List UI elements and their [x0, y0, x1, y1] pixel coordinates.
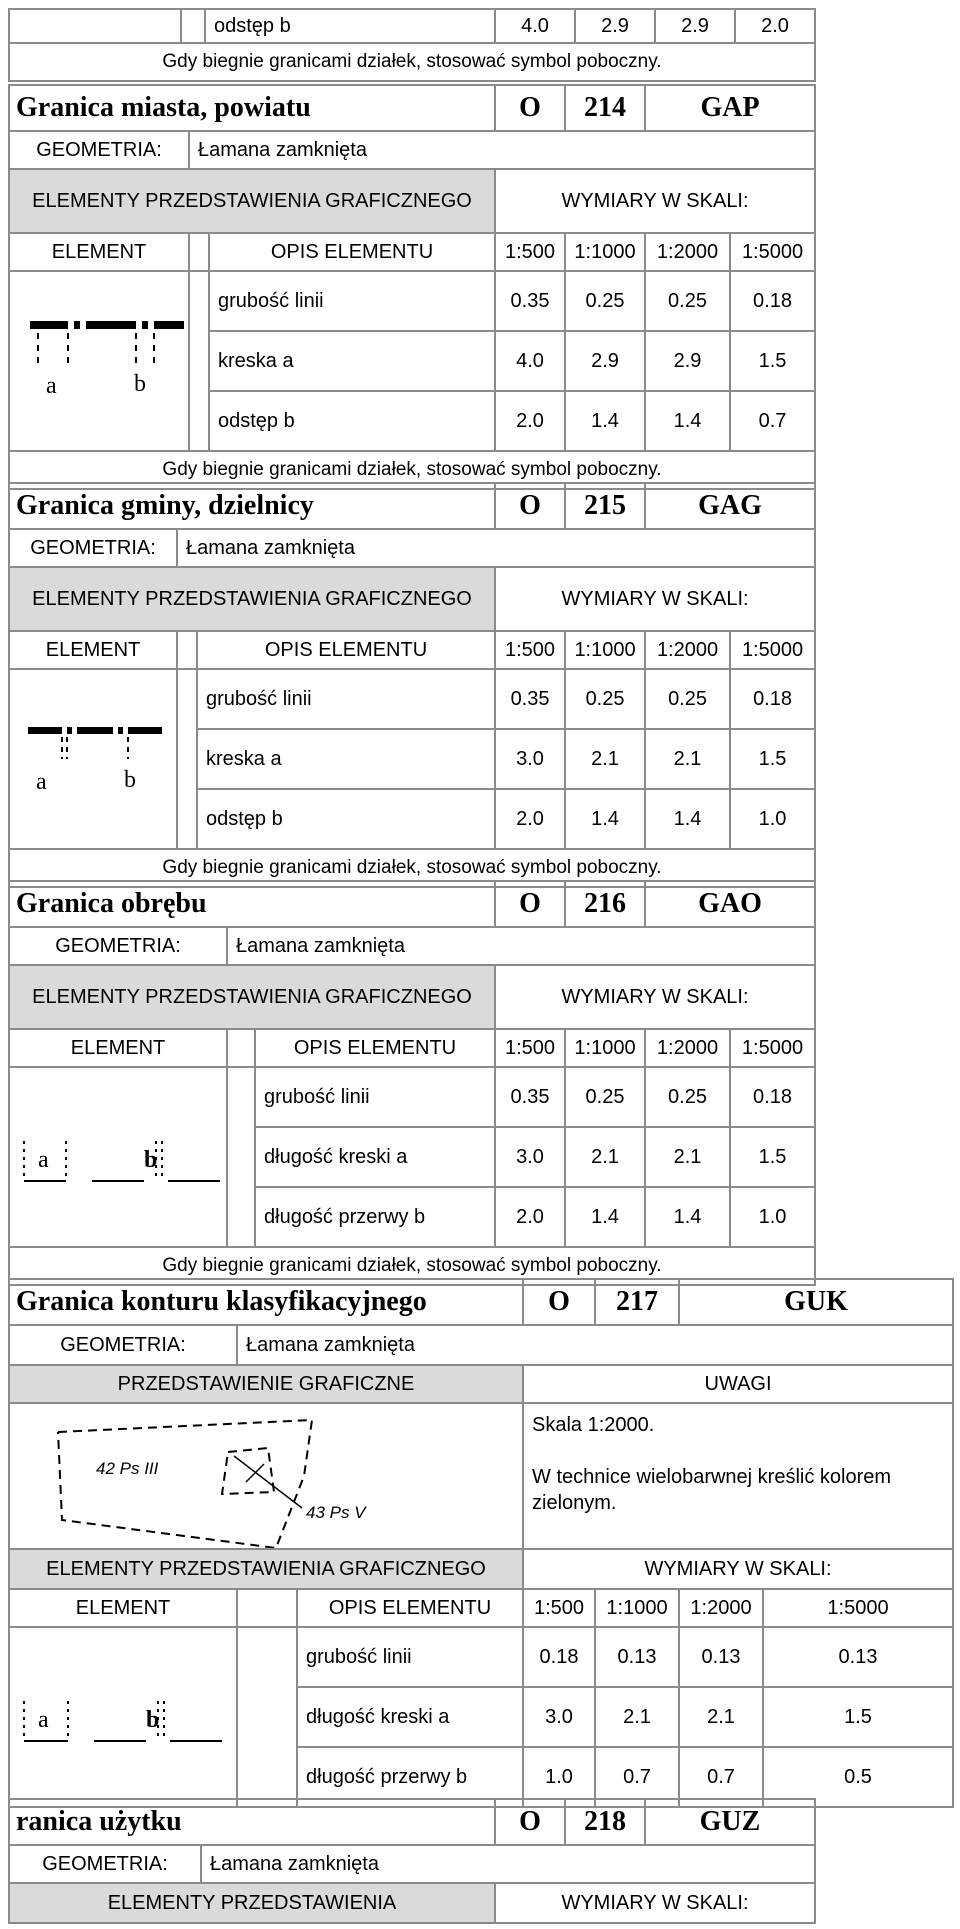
row-label: długość przerwy b	[297, 1747, 523, 1807]
value-cell: 1.4	[645, 1187, 730, 1247]
remark-scale: Skala 1:2000.	[532, 1414, 655, 1436]
value-cell: 2.9	[575, 9, 655, 43]
value-cell: 2.1	[645, 1127, 730, 1187]
symbol-abbr: GAO	[645, 881, 815, 927]
value-cell: 2.0	[495, 789, 565, 849]
symbol-code: 218	[565, 1799, 645, 1845]
value-cell: 4.0	[495, 9, 575, 43]
contour-label-43: 43 Ps V	[306, 1503, 366, 1522]
value-cell: 0.7	[595, 1747, 679, 1807]
symbol-letter-b: b	[144, 1147, 158, 1173]
value-cell: 0.25	[565, 1067, 645, 1127]
value-cell: 2.1	[595, 1687, 679, 1747]
symbol-code: 214	[565, 85, 645, 131]
elements-header: ELEMENTY PRZEDSTAWIENIA GRAFICZNEGO	[9, 1549, 523, 1589]
col-desc: OPIS ELEMENTU	[297, 1589, 523, 1627]
remarks-header: UWAGI	[523, 1365, 953, 1403]
section-title: Granica gminy, dzielnicy	[9, 483, 495, 529]
row-label: odstęp b	[205, 9, 495, 43]
geometry-label: GEOMETRIA:	[9, 927, 227, 965]
geometry-value: Łamana zamknięta	[201, 1845, 815, 1883]
row-label: kreska a	[197, 729, 495, 789]
value-cell: 1.5	[730, 331, 815, 391]
section-title: Granica konturu klasyfikacyjnego	[9, 1279, 523, 1325]
line-symbol-cell	[9, 1627, 237, 1807]
geometry-type: O	[495, 85, 565, 131]
col-scale: 1:5000	[730, 631, 815, 669]
value-cell: 0.35	[495, 1067, 565, 1127]
section-title: Granica miasta, powiatu	[9, 85, 495, 131]
row-label: grubość linii	[197, 669, 495, 729]
value-cell: 2.0	[495, 1187, 565, 1247]
col-scale: 1:1000	[595, 1589, 679, 1627]
value-cell: 1.4	[565, 1187, 645, 1247]
col-desc: OPIS ELEMENTU	[209, 233, 495, 271]
col-scale: 1:5000	[763, 1589, 953, 1627]
col-desc: OPIS ELEMENTU	[197, 631, 495, 669]
graphic-header: PRZEDSTAWIENIE GRAFICZNE	[9, 1365, 523, 1403]
geometry-label: GEOMETRIA:	[9, 529, 177, 567]
value-cell: 1.5	[763, 1687, 953, 1747]
dashed-line-symbol	[10, 1637, 234, 1797]
col-scale: 1:1000	[565, 1029, 645, 1067]
col-scale: 1:500	[495, 233, 565, 271]
value-cell: 1.0	[730, 789, 815, 849]
elements-header: ELEMENTY PRZEDSTAWIENIA	[9, 1883, 495, 1923]
value-cell: 2.0	[735, 9, 815, 43]
section-216	[8, 880, 816, 1286]
col-scale: 1:2000	[645, 631, 730, 669]
geometry-type: O	[495, 881, 565, 927]
symbol-letter-a: a	[38, 1707, 49, 1733]
value-cell: 0.35	[495, 669, 565, 729]
col-element: ELEMENT	[9, 631, 177, 669]
geometry-value: Łamana zamknięta	[177, 529, 815, 567]
value-cell: 2.0	[495, 391, 565, 451]
dims-header: WYMIARY W SKALI:	[495, 567, 815, 631]
section-218	[8, 1798, 816, 1924]
value-cell: 0.18	[730, 669, 815, 729]
value-cell: 2.1	[565, 729, 645, 789]
value-cell: 0.18	[730, 271, 815, 331]
col-scale: 1:1000	[565, 631, 645, 669]
remark-color: W technice wielobarwnej kreślić kolorem zielonym.	[532, 1466, 892, 1514]
col-scale: 1:5000	[730, 1029, 815, 1067]
value-cell: 1.4	[565, 789, 645, 849]
element-cell	[9, 9, 181, 43]
dims-header: WYMIARY W SKALI:	[495, 1883, 815, 1923]
symbol-abbr: GUK	[679, 1279, 953, 1325]
geometry-value: Łamana zamknięta	[227, 927, 815, 965]
value-cell: 1.5	[730, 729, 815, 789]
geometry-value: Łamana zamknięta	[237, 1325, 953, 1365]
row-label: odstęp b	[209, 391, 495, 451]
symbol-abbr: GUZ	[645, 1799, 815, 1845]
col-element: ELEMENT	[9, 1589, 237, 1627]
dash-dot-line-symbol	[10, 679, 174, 839]
row-label: długość kreski a	[255, 1127, 495, 1187]
col-element: ELEMENT	[9, 233, 189, 271]
dash-dot-line-symbol	[10, 281, 186, 441]
note: Gdy biegnie granicami działek, stosować symbol poboczny.	[9, 43, 815, 81]
row-label: grubość linii	[209, 271, 495, 331]
value-cell: 0.25	[565, 669, 645, 729]
value-cell: 1.0	[523, 1747, 595, 1807]
value-cell: 1.4	[565, 391, 645, 451]
col-element: ELEMENT	[9, 1029, 227, 1067]
geometry-value: Łamana zamknięta	[189, 131, 815, 169]
geometry-type: O	[495, 483, 565, 529]
section-title: ranica użytku	[9, 1799, 495, 1845]
symbol-letter-b: b	[146, 1707, 160, 1733]
symbol-letter-a: a	[36, 769, 47, 795]
value-cell: 0.35	[495, 271, 565, 331]
dims-header: WYMIARY W SKALI:	[523, 1549, 953, 1589]
row-label: długość kreski a	[297, 1687, 523, 1747]
dashed-line-symbol	[10, 1077, 224, 1237]
value-cell: 0.18	[730, 1067, 815, 1127]
row-label: grubość linii	[297, 1627, 523, 1687]
value-cell: 0.7	[730, 391, 815, 451]
dims-header: WYMIARY W SKALI:	[495, 965, 815, 1029]
value-cell: 0.13	[595, 1627, 679, 1687]
value-cell: 0.25	[645, 669, 730, 729]
value-cell: 2.1	[679, 1687, 763, 1747]
col-scale: 1:2000	[645, 1029, 730, 1067]
value-cell: 2.9	[645, 331, 730, 391]
elements-header: ELEMENTY PRZEDSTAWIENIA GRAFICZNEGO	[9, 169, 495, 233]
section-title: Granica obrębu	[9, 881, 495, 927]
value-cell: 4.0	[495, 331, 565, 391]
top-partial-table	[8, 8, 816, 82]
symbol-abbr: GAG	[645, 483, 815, 529]
contour-label-42: 42 Ps III	[96, 1459, 159, 1478]
section-215	[8, 482, 816, 888]
symbol-code: 216	[565, 881, 645, 927]
value-cell: 0.13	[763, 1627, 953, 1687]
col-scale: 1:500	[495, 1029, 565, 1067]
value-cell: 2.1	[565, 1127, 645, 1187]
elements-header: ELEMENTY PRZEDSTAWIENIA GRAFICZNEGO	[9, 965, 495, 1029]
line-symbol-cell	[9, 1067, 227, 1247]
elements-header: ELEMENTY PRZEDSTAWIENIA GRAFICZNEGO	[9, 567, 495, 631]
value-cell: 1.4	[645, 789, 730, 849]
row-label: kreska a	[209, 331, 495, 391]
row-label: długość przerwy b	[255, 1187, 495, 1247]
contour-graphic-cell	[9, 1403, 523, 1549]
value-cell: 3.0	[495, 1127, 565, 1187]
value-cell: 0.25	[645, 271, 730, 331]
value-cell: 1.5	[730, 1127, 815, 1187]
note: Gdy biegnie granicami działek, stosować symbol poboczny.	[9, 451, 815, 489]
col-scale: 1:2000	[679, 1589, 763, 1627]
row-label: grubość linii	[255, 1067, 495, 1127]
geometry-label: GEOMETRIA:	[9, 1845, 201, 1883]
col-scale: 1:5000	[730, 233, 815, 271]
symbol-letter-b: b	[134, 371, 146, 397]
value-cell: 0.25	[565, 271, 645, 331]
value-cell: 0.7	[679, 1747, 763, 1807]
geometry-label: GEOMETRIA:	[9, 131, 189, 169]
note: Gdy biegnie granicami działek, stosować symbol poboczny.	[9, 849, 815, 887]
value-cell: 3.0	[523, 1687, 595, 1747]
dims-header: WYMIARY W SKALI:	[495, 169, 815, 233]
symbol-abbr: GAP	[645, 85, 815, 131]
col-scale: 1:500	[523, 1589, 595, 1627]
contour-graphic	[10, 1404, 430, 1548]
geometry-type: O	[495, 1799, 565, 1845]
value-cell: 2.9	[655, 9, 735, 43]
symbol-letter-a: a	[38, 1147, 49, 1173]
remarks-cell	[523, 1403, 953, 1549]
value-cell: 2.9	[565, 331, 645, 391]
value-cell: 0.5	[763, 1747, 953, 1807]
symbol-code: 217	[595, 1279, 679, 1325]
col-desc: OPIS ELEMENTU	[255, 1029, 495, 1067]
note: Gdy biegnie granicami działek, stosować symbol poboczny.	[9, 1247, 815, 1285]
value-cell: 1.4	[645, 391, 730, 451]
col-scale: 1:1000	[565, 233, 645, 271]
line-symbol-cell	[9, 669, 177, 849]
value-cell: 3.0	[495, 729, 565, 789]
symbol-code: 215	[565, 483, 645, 529]
symbol-letter-b: b	[124, 767, 136, 793]
section-217	[8, 1278, 954, 1808]
value-cell: 0.13	[679, 1627, 763, 1687]
symbol-letter-a: a	[46, 373, 57, 399]
value-cell: 0.18	[523, 1627, 595, 1687]
value-cell: 2.1	[645, 729, 730, 789]
col-scale: 1:500	[495, 631, 565, 669]
col-scale: 1:2000	[645, 233, 730, 271]
row-label: odstęp b	[197, 789, 495, 849]
geometry-type: O	[523, 1279, 595, 1325]
value-cell: 1.0	[730, 1187, 815, 1247]
value-cell: 0.25	[645, 1067, 730, 1127]
section-214	[8, 84, 816, 490]
geometry-label: GEOMETRIA:	[9, 1325, 237, 1365]
line-symbol-cell	[9, 271, 189, 451]
